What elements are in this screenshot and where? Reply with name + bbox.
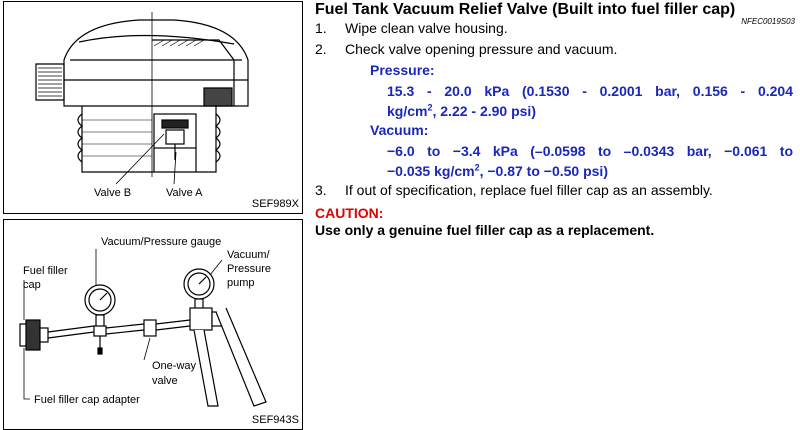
adapter-label: Fuel filler cap adapter: [34, 394, 140, 406]
step-number: 2.: [315, 41, 327, 57]
pressure-spec-line1: 15.3 - 20.0 kPa (0.1530 - 0.2001 bar, 0.156 - 0.204: [387, 83, 793, 99]
caution-label: CAUTION:: [315, 205, 384, 221]
step-text: Check valve opening pressure and vacuum.: [345, 41, 618, 57]
vacuum-unit-exponent: 2: [474, 162, 480, 173]
step-1: [315, 20, 508, 36]
cap-cross-section-figure: [3, 1, 303, 214]
vacuum-label: Vacuum:: [370, 122, 429, 138]
vacuum-spec-line1: −6.0 to −3.4 kPa (–0.0598 to –0.0343 bar, −0.061 to: [387, 143, 793, 159]
step-number: 3.: [315, 182, 327, 198]
figure1-code: SEF989X: [251, 198, 299, 210]
step-2: [315, 41, 617, 57]
figure2-code: SEF943S: [251, 414, 299, 426]
reference-code: NFEC0019S03: [741, 17, 795, 26]
filler-cap-label-line2: cap: [23, 279, 41, 291]
pressure-unit-exponent: 2: [427, 102, 433, 113]
one-way-valve-label-line2: valve: [152, 375, 178, 387]
pump-label-line2: Pressure: [227, 263, 272, 275]
vacuum-test-setup-figure: [3, 219, 303, 430]
pressure-spec-line2: [387, 101, 793, 121]
section-title: Fuel Tank Vacuum Relief Valve (Built into fuel filler cap): [315, 1, 736, 18]
step-text: Wipe clean valve housing.: [345, 20, 508, 36]
pressure-spec: [387, 81, 793, 121]
caution-text: Use only a genuine fuel filler cap as a replacement.: [315, 222, 655, 238]
pump-label-line3: pump: [227, 277, 255, 289]
pump-label-line1: Vacuum/: [227, 249, 270, 261]
valve-a-label: Valve A: [166, 187, 203, 199]
step-3: [315, 182, 713, 198]
gauge-label: Vacuum/Pressure gauge: [101, 236, 222, 248]
vacuum-spec: [387, 141, 793, 181]
pressure-unit: kg/cm: [387, 103, 428, 119]
vacuum-spec-line2: [387, 161, 793, 181]
one-way-valve-label-line1: One-way: [152, 360, 197, 372]
cap-cross-section-drawing: [4, 2, 302, 213]
vacuum-unit: −0.035 kg/cm: [387, 163, 475, 179]
pressure-psi: , 2.22 - 2.90 psi): [432, 103, 536, 119]
valve-b-label: Valve B: [94, 187, 132, 199]
step-text: If out of specification, replace fuel filler cap as an assembly.: [345, 182, 713, 198]
step-number: 1.: [315, 20, 327, 36]
vacuum-psi: , −0.87 to −0.50 psi): [479, 163, 608, 179]
filler-cap-label-line1: Fuel filler: [23, 265, 68, 277]
pressure-label: Pressure:: [370, 62, 435, 78]
